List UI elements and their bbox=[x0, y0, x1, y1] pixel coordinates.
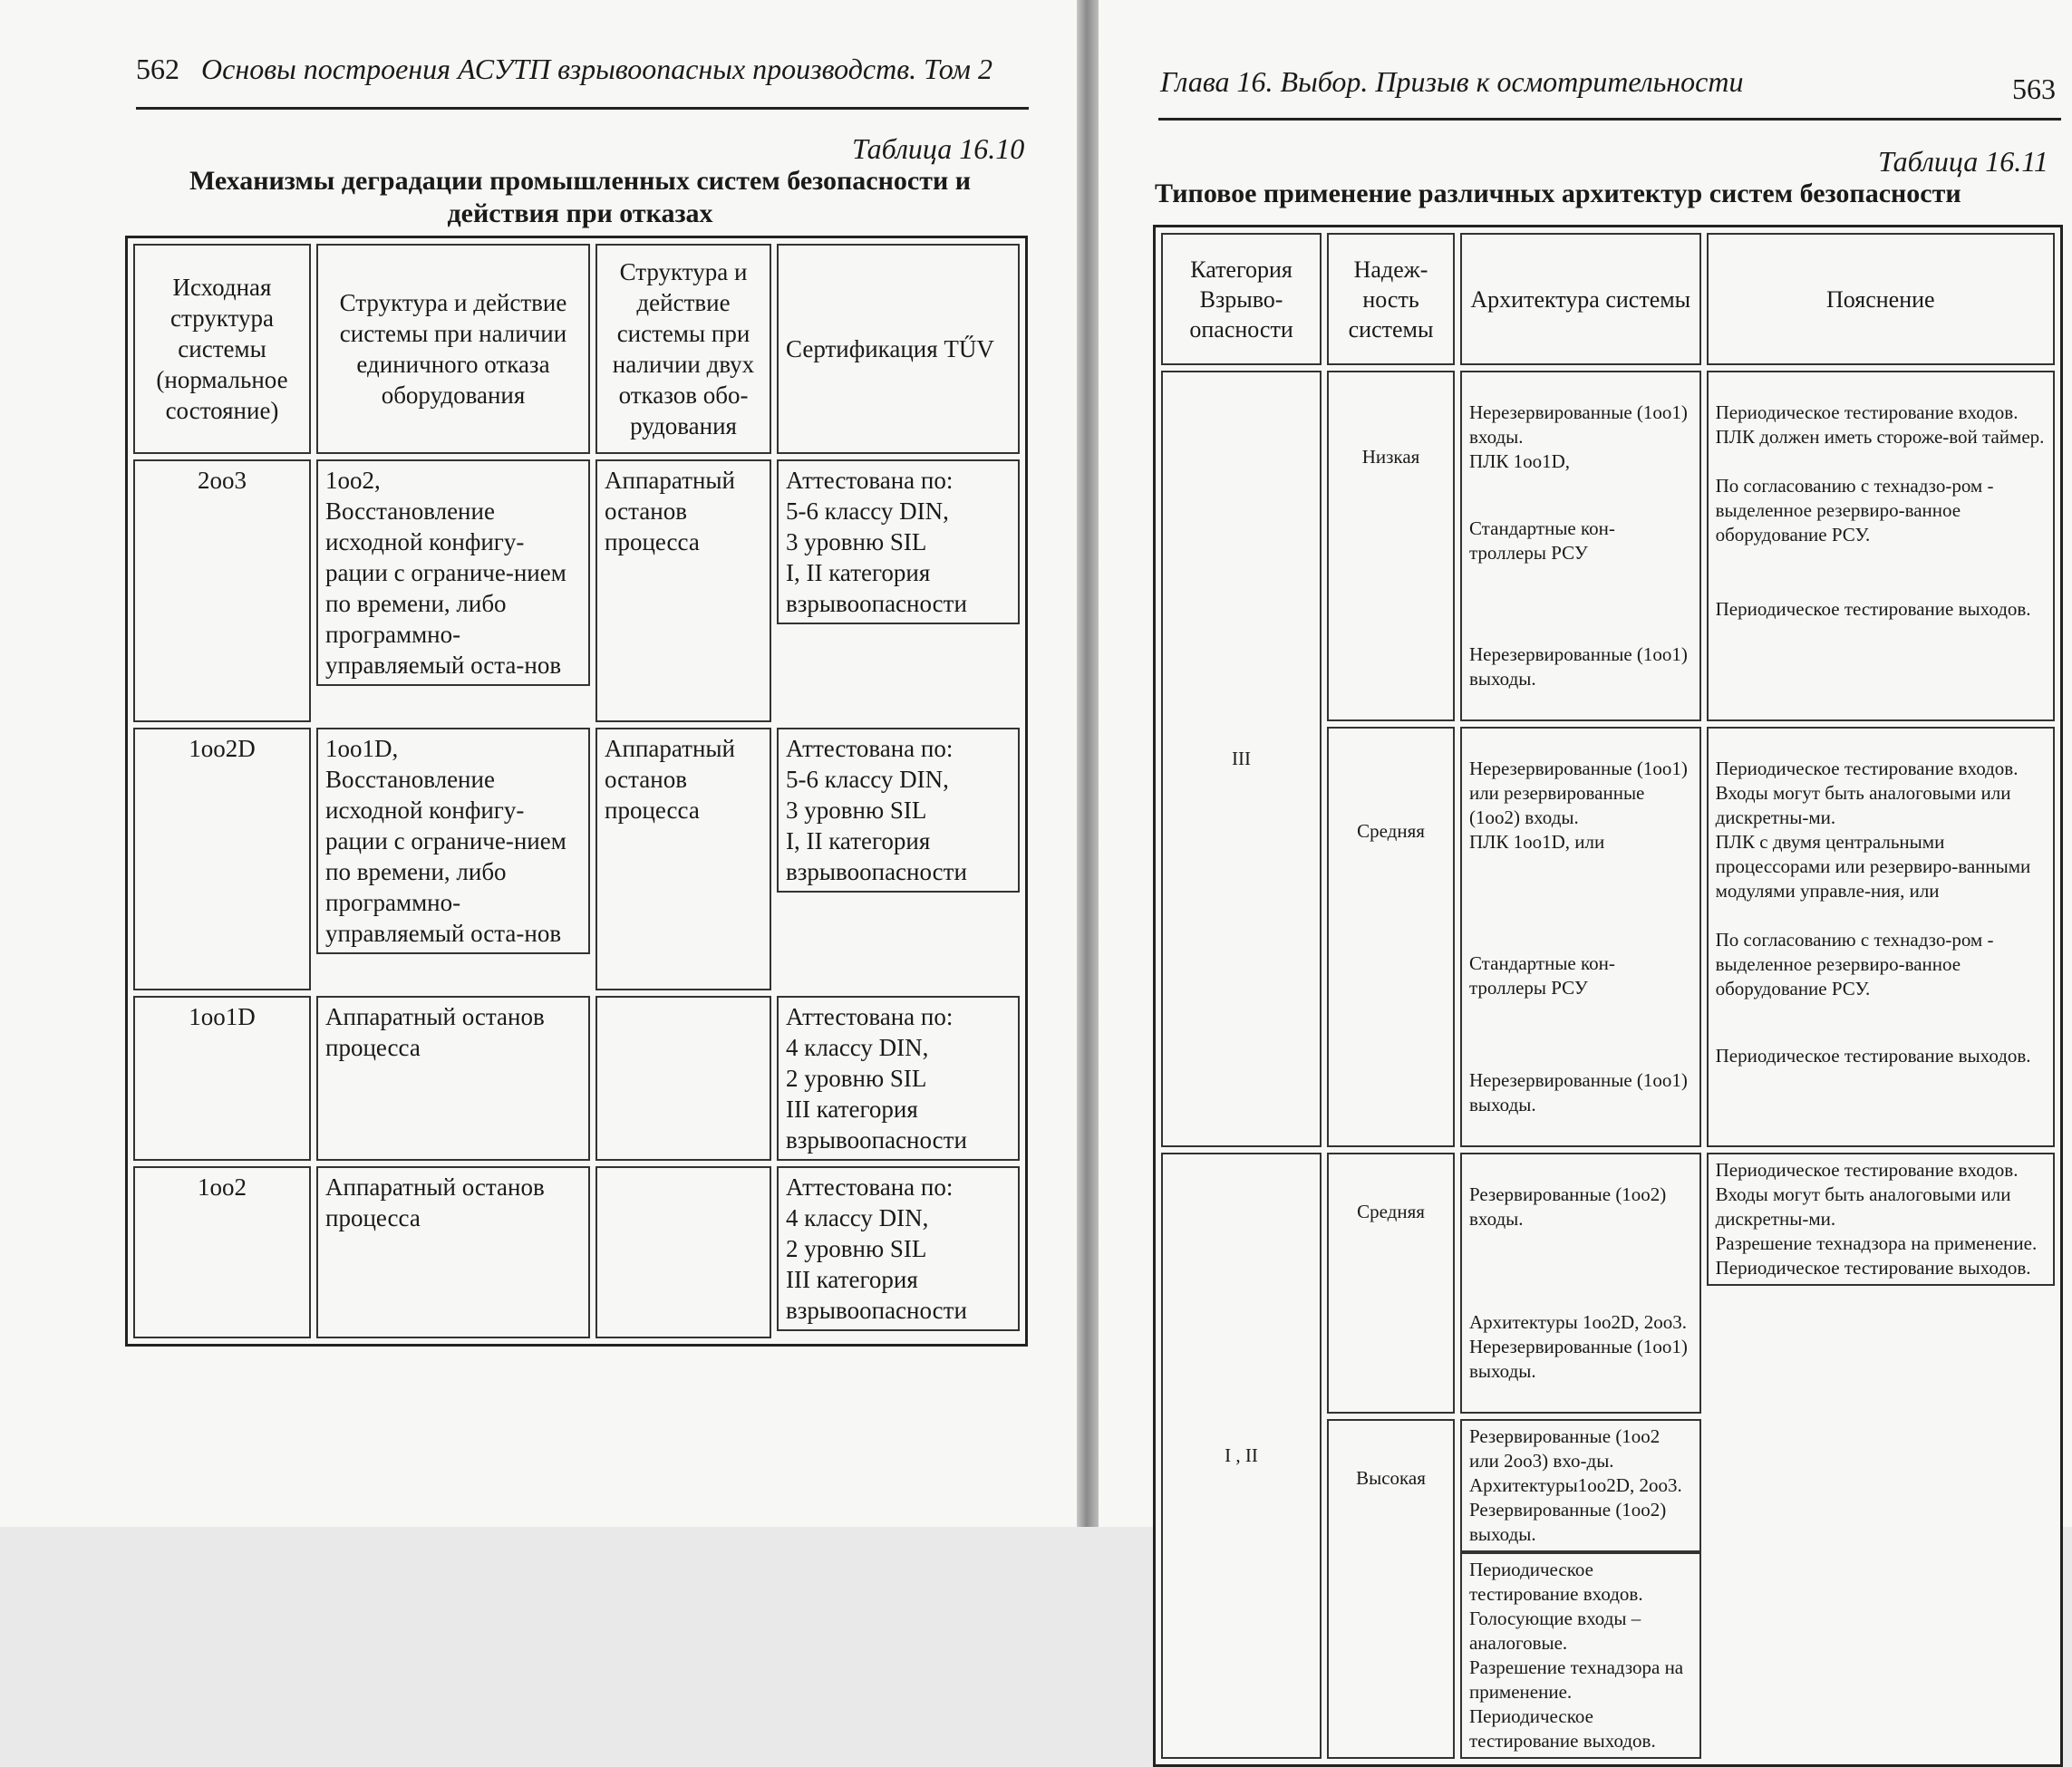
table-header-row bbox=[1161, 233, 2055, 365]
cell-architecture: Резервированные (1oo2 или 2oo3) вхо-ды. Архитектуры1oo2D, 2oo3. Резервированные (1oo2) выходы. bbox=[1460, 1419, 1701, 1552]
note-controllers: По согласованию с технадзо-ром - выделенное резервиро-ванное оборудование РСУ. bbox=[1715, 929, 1994, 999]
cell-double-failure bbox=[595, 996, 771, 1161]
left-running-head bbox=[136, 53, 992, 86]
right-running-title: Глава 16. Выбор. Призыв к осмотрительности bbox=[1160, 65, 1744, 98]
cell-structure: 1oo2 bbox=[133, 1166, 311, 1338]
arch-outputs: Нерезервированные (1oo1) выходы. bbox=[1468, 1069, 1688, 1115]
table-row bbox=[133, 1166, 1020, 1338]
note-outputs: Периодическое тестирование выходов. bbox=[1715, 1045, 2031, 1067]
cell-architecture bbox=[1460, 727, 1701, 1147]
cell-architecture bbox=[1460, 371, 1701, 721]
table-row bbox=[1161, 1153, 2055, 1414]
cell-certification: Аттестована по: 4 классу DIN, 2 уровню SIL III категория взрывоопасности bbox=[777, 1166, 1020, 1331]
table-16-11-number: Таблица 16.11 bbox=[1878, 145, 2048, 178]
cell-reliability: Средняя bbox=[1327, 1153, 1455, 1414]
header-architecture: Архитектура системы bbox=[1460, 233, 1701, 365]
cell-explanation: Периодическое тестирование входов. Входы могут быть аналоговыми или дискретны-ми. Разрешение технадзора на применение. Периодическое тестирование выходов. bbox=[1707, 1153, 2055, 1286]
cell-architecture bbox=[1460, 1153, 1701, 1414]
cell-reliability: Низкая bbox=[1327, 371, 1455, 721]
table-16-11 bbox=[1153, 225, 2063, 1767]
arch-inputs: Нерезервированные (1oo1) или резервированные (1oo2) входы. ПЛК 1oo1D, или bbox=[1468, 758, 1688, 853]
table-header-row bbox=[133, 244, 1020, 454]
cell-explanation bbox=[1707, 727, 2055, 1147]
table-row bbox=[133, 996, 1020, 1161]
table-row bbox=[133, 728, 1020, 990]
header-single-failure: Структура и действие системы при наличии единичного отказа оборудования bbox=[316, 244, 590, 454]
cell-single-failure: Аппаратный останов процесса bbox=[316, 1166, 590, 1338]
cell-certification: Аттестована по: 5-6 классу DIN, 3 уровню SIL I, II категория взрывоопасности bbox=[777, 728, 1020, 893]
cell-category: I , II bbox=[1161, 1153, 1322, 1759]
cell-double-failure bbox=[595, 1166, 771, 1338]
cell-single-failure: 1oo2, Восстановление исходной конфигу-рации с ограниче-нием по времени, либо программно-управляемый оста-нов bbox=[316, 459, 590, 686]
cell-structure: 1oo1D bbox=[133, 996, 311, 1161]
cell-single-failure: Аппаратный останов процесса bbox=[316, 996, 590, 1161]
right-page bbox=[1099, 0, 2072, 1752]
book-spine bbox=[1077, 0, 1099, 1527]
left-running-title: Основы построения АСУТП взрывоопасных производств. Том 2 bbox=[201, 53, 992, 85]
cell-explanation: Периодическое тестирование входов. Голосующие входы – аналоговые. Разрешение технадзора на применение. Периодическое тестирование выходов. bbox=[1460, 1552, 1701, 1759]
cell-double-failure: Аппаратный останов процесса bbox=[595, 728, 771, 990]
table-16-10-title: Механизмы деградации промышленных систем безопасности и действия при отказах bbox=[189, 166, 972, 228]
left-page-number: 562 bbox=[136, 53, 179, 85]
arch-outputs: Архитектуры 1oo2D, 2oo3. Нерезервированные (1oo1) выходы. bbox=[1468, 1311, 1688, 1382]
table-16-10-number: Таблица 16.10 bbox=[852, 132, 1025, 165]
right-header-rule bbox=[1158, 118, 2061, 121]
cell-certification: Аттестована по: 4 классу DIN, 2 уровню SIL III категория взрывоопасности bbox=[777, 996, 1020, 1161]
note-outputs: Периодическое тестирование выходов. bbox=[1715, 598, 2031, 620]
right-page-number: 563 bbox=[2012, 72, 2056, 105]
header-reliability: Надеж-ность системы bbox=[1327, 233, 1455, 365]
arch-controllers: Стандартные кон-троллеры РСУ bbox=[1468, 517, 1615, 564]
note-controllers: По согласованию с технадзо-ром - выделенное резервиро-ванное оборудование РСУ. bbox=[1715, 475, 1994, 546]
table-row bbox=[1161, 371, 2055, 721]
right-page-number-wrap bbox=[2012, 72, 2056, 106]
cell-structure: 2oo3 bbox=[133, 459, 311, 722]
arch-outputs: Нерезервированные (1oo1) выходы. bbox=[1468, 643, 1688, 690]
table-row bbox=[133, 459, 1020, 722]
header-initial-structure: Исходная структура системы (нормальное состояние) bbox=[133, 244, 311, 454]
left-page bbox=[0, 0, 1077, 1527]
cell-reliability: Средняя bbox=[1327, 727, 1455, 1147]
left-header-rule bbox=[136, 107, 1029, 110]
note-inputs: Периодическое тестирование входов. ПЛК должен иметь стороже-вой таймер. bbox=[1715, 401, 2045, 448]
cell-certification: Аттестована по: 5-6 классу DIN, 3 уровню SIL I, II категория взрывоопасности bbox=[777, 459, 1020, 624]
cell-double-failure: Аппаратный останов процесса bbox=[595, 459, 771, 722]
cell-category: III bbox=[1161, 371, 1322, 1147]
cell-explanation bbox=[1707, 371, 2055, 721]
header-double-failure: Структура и действие системы при наличии двух отказов обо-рудования bbox=[595, 244, 771, 454]
table-16-10 bbox=[125, 236, 1028, 1347]
arch-inputs: Резервированные (1oo2) входы. bbox=[1468, 1183, 1667, 1230]
table-16-11-title: Типовое применение различных архитектур систем безопасности bbox=[1155, 179, 1961, 208]
cell-reliability: Высокая bbox=[1327, 1419, 1455, 1759]
cell-single-failure: 1oo1D, Восстановление исходной конфигу-рации с ограниче-нием по времени, либо программно-управляемый оста-нов bbox=[316, 728, 590, 954]
header-explanation: Пояснение bbox=[1707, 233, 2055, 365]
header-category: Категория Взрыво-опасности bbox=[1161, 233, 1322, 365]
cell-structure: 1oo2D bbox=[133, 728, 311, 990]
arch-controllers: Стандартные кон-троллеры РСУ bbox=[1468, 952, 1615, 999]
header-certification: Сертификация TŰV bbox=[777, 244, 1020, 454]
arch-inputs: Нерезервированные (1oo1) входы. ПЛК 1oo1D, bbox=[1468, 401, 1688, 472]
note-inputs: Периодическое тестирование входов. Входы могут быть аналоговыми или дискретны-ми. ПЛК с двумя центральными процессорами или резервиро-ванными модулями управле-ния, или bbox=[1715, 758, 2031, 902]
